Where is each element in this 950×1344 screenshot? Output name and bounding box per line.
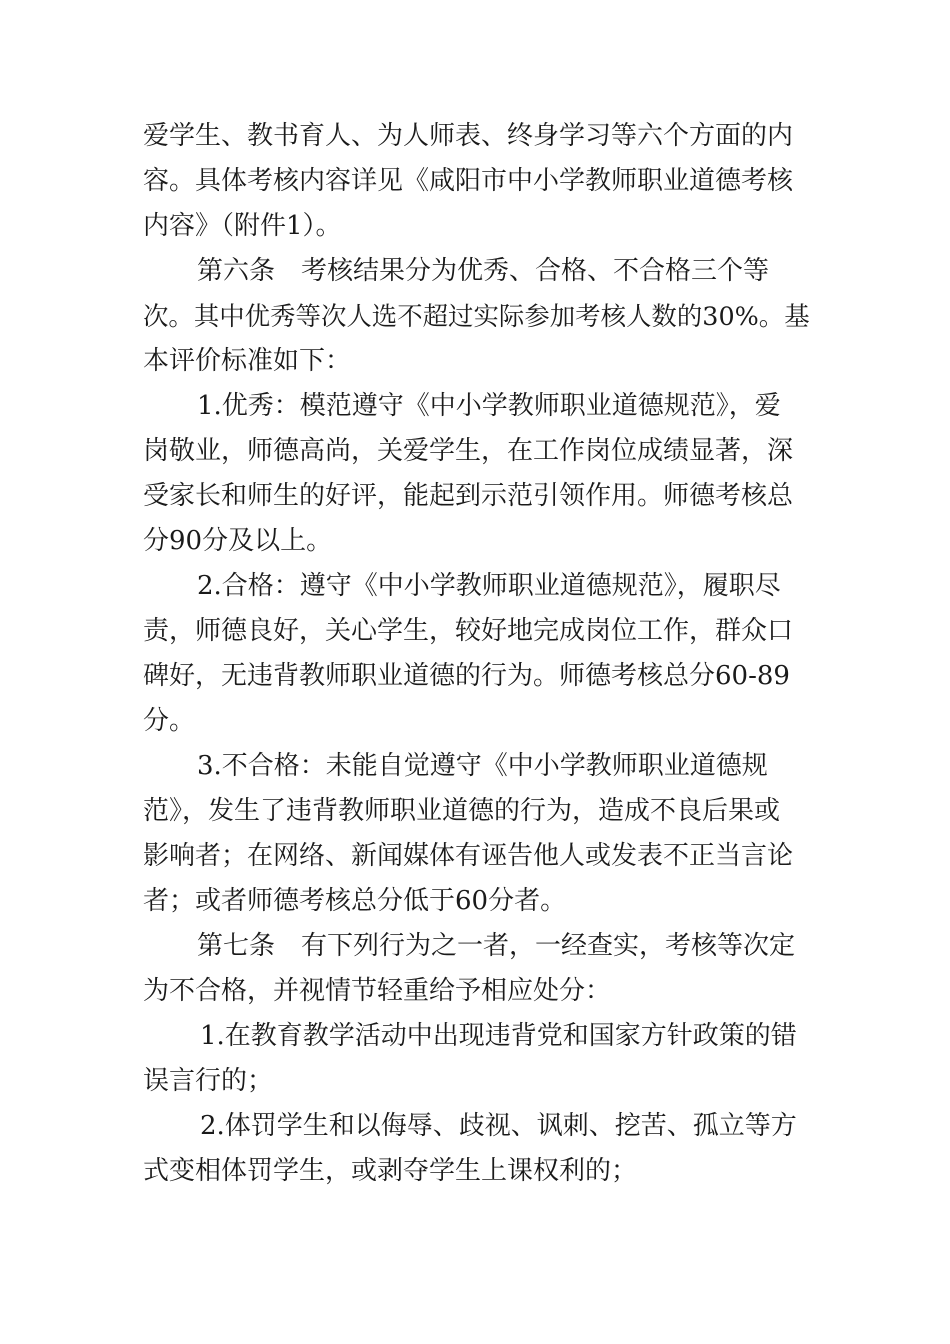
text-line: 分90分及以上。	[143, 526, 333, 556]
text-line: 影响者；在网络、新闻媒体有诬告他人或发表不正当言论	[143, 841, 794, 871]
text-line: 2.体罚学生和以侮辱、歧视、讽刺、挖苦、孤立等方	[200, 1111, 797, 1141]
text-line: 分。	[143, 706, 196, 736]
text-line: 次。其中优秀等次人选不超过实际参加考核人数的30%。基	[143, 301, 810, 331]
text-line: 责，师德良好，关心学生，较好地完成岗位工作，群众口	[143, 616, 794, 646]
text-line: 岗敬业，师德高尚，关爱学生，在工作岗位成绩显著，深	[143, 436, 794, 466]
text-line: 第六条 考核结果分为优秀、合格、不合格三个等	[197, 256, 770, 286]
text-line: 3.不合格：未能自觉遵守《中小学教师职业道德规	[197, 751, 768, 781]
text-line: 为不合格，并视情节轻重给予相应处分：	[143, 976, 612, 1006]
text-line: 1.在教育教学活动中出现违背党和国家方针政策的错	[200, 1021, 797, 1051]
text-line: 式变相体罚学生，或剥夺学生上课权利的；	[143, 1156, 638, 1186]
text-line: 第七条 有下列行为之一者，一经查实，考核等次定	[197, 931, 796, 961]
text-line: 本评价标准如下：	[143, 346, 352, 376]
text-line: 1.优秀：模范遵守《中小学教师职业道德规范》，爱	[197, 391, 781, 421]
text-line: 范》，发生了违背教师职业道德的行为，造成不良后果或	[143, 796, 781, 826]
text-line: 碑好，无违背教师职业道德的行为。师德考核总分60-89	[143, 661, 790, 691]
text-line: 2.合格：遵守《中小学教师职业道德规范》，履职尽	[197, 571, 781, 601]
text-line: 容。具体考核内容详见《咸阳市中小学教师职业道德考核	[143, 166, 794, 196]
text-line: 受家长和师生的好评，能起到示范引领作用。师德考核总	[143, 481, 794, 511]
text-line: 者；或者师德考核总分低于60分者。	[143, 886, 567, 916]
text-line: 爱学生、教书育人、为人师表、终身学习等六个方面的内	[143, 121, 794, 151]
text-line: 误言行的；	[143, 1066, 274, 1096]
text-line: 内容》（附件1）。	[143, 211, 342, 241]
